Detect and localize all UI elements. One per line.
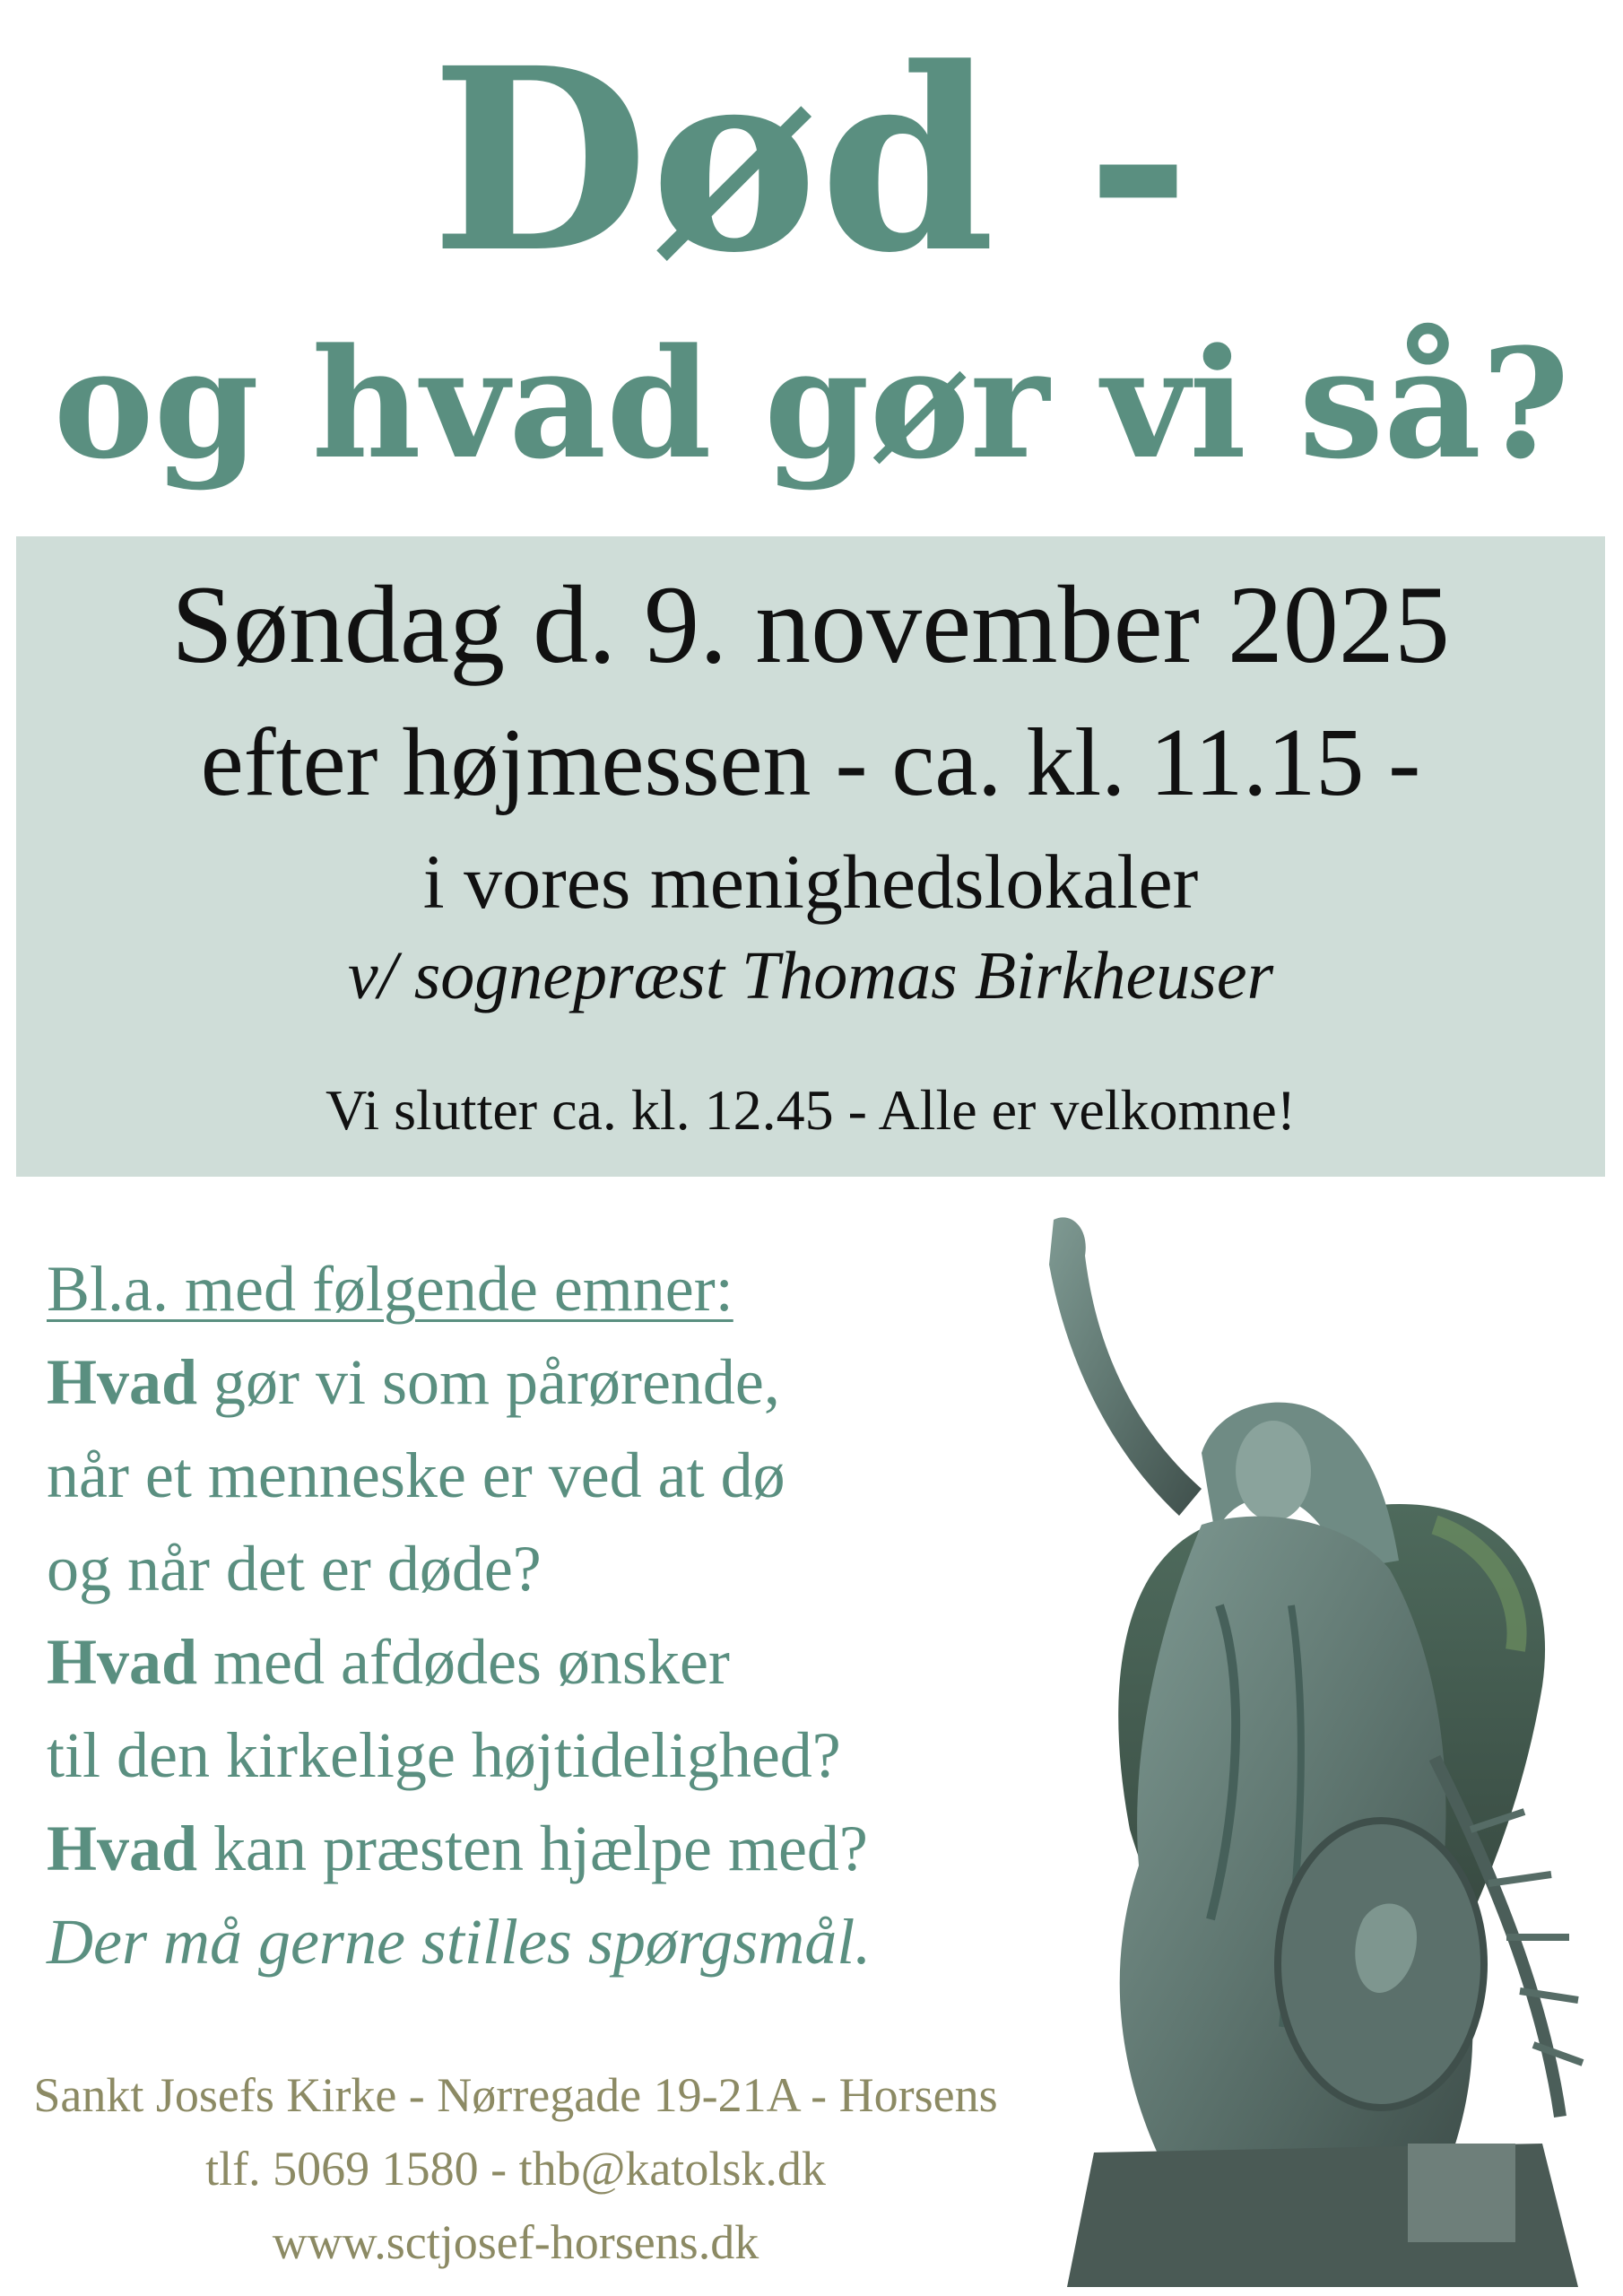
title-line-2: og hvad gør vi så? [53,315,1570,492]
event-venue: i vores menighedslokaler [422,839,1199,925]
event-date: Søndag d. 9. november 2025 [171,563,1450,686]
topic-3-text: kan præsten hjælpe med? [197,1813,868,1884]
topic-2-keyword: Hvad [47,1626,198,1698]
topic-2-text: med afdødes ønsker [197,1626,730,1698]
topic-2-line-2: til den kirkelige højtidelighed? [47,1719,841,1791]
footer [27,2058,1004,2279]
topics-closing: Der må gerne stilles spørgsmål. [47,1906,872,1978]
angel-statue-image [986,1184,1614,2287]
title-line-1: Død - [430,13,1193,309]
footer-address: Sankt Josefs Kirke - Nørregade 19-21A - Horsens [33,2068,998,2122]
topic-3-keyword: Hvad [47,1813,198,1884]
raised-arm [1049,1217,1202,1516]
event-time: efter højmessen - ca. kl. 11.15 - [200,709,1421,816]
topic-1-line-2: når et menneske er ved at dø [47,1439,785,1511]
event-info-box [16,536,1605,1177]
footer-website: www.sctjosef-horsens.dk [272,2215,759,2269]
topics-heading: Bl.a. med følgende emner: [47,1253,733,1325]
event-speaker: v/ sognepræst Thomas Birkheuser [347,938,1274,1013]
event-end-time: Vi slutter ca. kl. 12.45 - Alle er velkomne! [325,1078,1297,1142]
footer-contact: tlf. 5069 1580 - thb@katolsk.dk [205,2142,826,2196]
topic-1-keyword: Hvad [47,1346,198,1418]
topics-list [47,1242,1033,1988]
topic-1-line-3: og når det er døde? [47,1533,542,1605]
topic-1-text: gør vi som pårørende, [197,1346,780,1418]
